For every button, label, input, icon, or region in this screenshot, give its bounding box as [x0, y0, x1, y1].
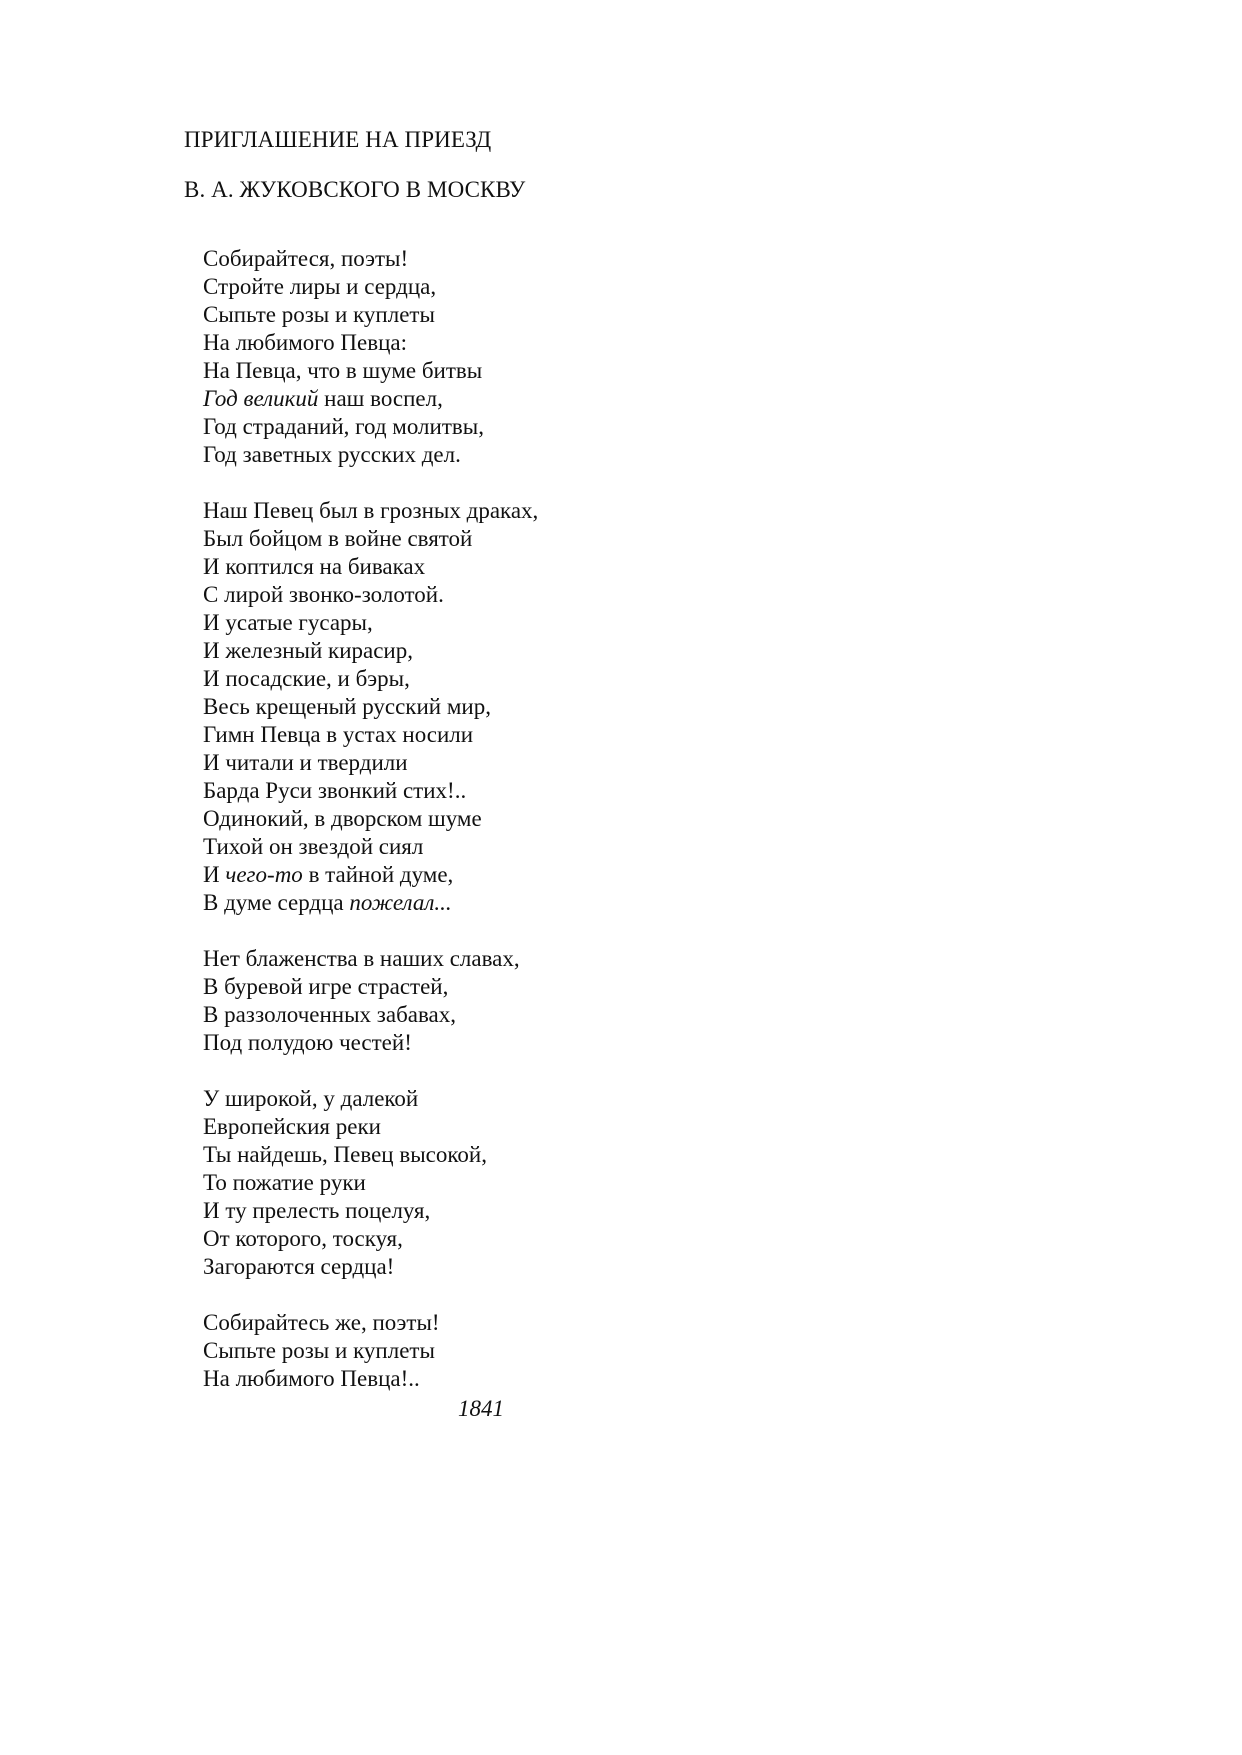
line-text: наш воспел,	[318, 386, 443, 411]
stanza	[203, 245, 903, 469]
line-text: Ты найдешь, Певец высокой,	[203, 1142, 487, 1167]
stanza	[203, 1085, 903, 1281]
line-text: Загораются сердца!	[203, 1254, 395, 1279]
poem-line	[203, 889, 903, 917]
line-text: И ту прелесть поцелуя,	[203, 1198, 431, 1223]
line-text: Нет блаженства в наших славах,	[203, 946, 520, 971]
line-text: На любимого Певца:	[203, 330, 407, 355]
poem-line	[203, 973, 903, 1001]
poem-body	[203, 245, 903, 1393]
poem-line	[203, 833, 903, 861]
poem-line	[203, 413, 903, 441]
poem-line	[203, 1169, 903, 1197]
line-text: И коптился на биваках	[203, 554, 426, 579]
poem-line	[203, 805, 903, 833]
poem-line	[203, 1113, 903, 1141]
line-text: И усатые гусары,	[203, 610, 373, 635]
line-text: Сыпьте розы и куплеты	[203, 302, 435, 327]
poem-line	[203, 525, 903, 553]
line-text: На Певца, что в шуме битвы	[203, 358, 483, 383]
poem-line	[203, 1309, 903, 1337]
poem-line	[203, 1365, 903, 1393]
poem-line	[203, 553, 903, 581]
poem-line	[203, 1001, 903, 1029]
line-text: Собирайтесь же, поэты!	[203, 1310, 440, 1335]
line-text: И	[203, 862, 226, 887]
line-text: Весь крещеный русский мир,	[203, 694, 491, 719]
poem-line	[203, 301, 903, 329]
poem-line	[203, 1197, 903, 1225]
line-text: в тайной думе,	[302, 862, 454, 887]
poem-line	[203, 245, 903, 273]
poem-line	[203, 273, 903, 301]
line-text: В думе сердца	[203, 890, 350, 915]
line-text: От которого, тоскуя,	[203, 1226, 403, 1251]
line-text: У широкой, у далекой	[203, 1086, 419, 1111]
poem-line	[203, 1225, 903, 1253]
poem-line	[203, 1253, 903, 1281]
poem-line	[203, 497, 903, 525]
poem-line	[203, 665, 903, 693]
line-text: С лирой звонко-золотой.	[203, 582, 444, 607]
poem-title-line-2: В. А. ЖУКОВСКОГО В МОСКВУ	[184, 177, 526, 202]
line-text: И железный кирасир,	[203, 638, 413, 663]
poem-line	[203, 609, 903, 637]
line-text: Одинокий, в дворском шуме	[203, 806, 482, 831]
poem-line	[203, 945, 903, 973]
poem-line	[203, 385, 903, 413]
italic-text: Год великий	[203, 386, 319, 411]
line-text: Гимн Певца в устах носили	[203, 722, 474, 747]
line-text: Год страданий, год молитвы,	[203, 414, 484, 439]
italic-text: чего-то	[225, 862, 303, 887]
line-text: Был бойцом в войне святой	[203, 526, 473, 551]
line-text: В раззолоченных забавах,	[203, 1002, 457, 1027]
poem-line	[203, 1141, 903, 1169]
stanza	[203, 1309, 903, 1393]
line-text: Европейския реки	[203, 1114, 381, 1139]
poem-line	[203, 1029, 903, 1057]
line-text: То пожатие руки	[203, 1170, 366, 1195]
line-text: И посадские, и бэры,	[203, 666, 410, 691]
stanza	[203, 945, 903, 1057]
stanza	[203, 497, 903, 917]
poem-line	[203, 1085, 903, 1113]
poem-line	[203, 721, 903, 749]
poem-line	[203, 1337, 903, 1365]
line-text: Под полудою честей!	[203, 1030, 412, 1055]
line-text: Год заветных русских дел.	[203, 442, 461, 467]
line-text: На любимого Певца!..	[203, 1366, 420, 1391]
line-text: И читали и твердили	[203, 750, 408, 775]
line-text: Барда Руси звонкий стих!..	[203, 778, 467, 803]
line-text: Стройте лиры и сердца,	[203, 274, 437, 299]
italic-text: пожелал...	[349, 890, 452, 915]
line-text: Тихой он звездой сиял	[203, 834, 424, 859]
line-text: Сыпьте розы и куплеты	[203, 1338, 435, 1363]
line-text: В буревой игре страстей,	[203, 974, 449, 999]
poem-line	[203, 441, 903, 469]
poem-line	[203, 693, 903, 721]
poem-line	[203, 357, 903, 385]
poem-title-line-1: ПРИГЛАШЕНИЕ НА ПРИЕЗД	[184, 127, 492, 152]
poem-line	[203, 581, 903, 609]
poem-line	[203, 329, 903, 357]
poem-date: 1841	[458, 1396, 504, 1421]
poem-line	[203, 749, 903, 777]
poem-line	[203, 777, 903, 805]
line-text: Собирайтеся, поэты!	[203, 246, 409, 271]
line-text: Наш Певец был в грозных драках,	[203, 498, 539, 523]
poem-line	[203, 637, 903, 665]
poem-line	[203, 861, 903, 889]
